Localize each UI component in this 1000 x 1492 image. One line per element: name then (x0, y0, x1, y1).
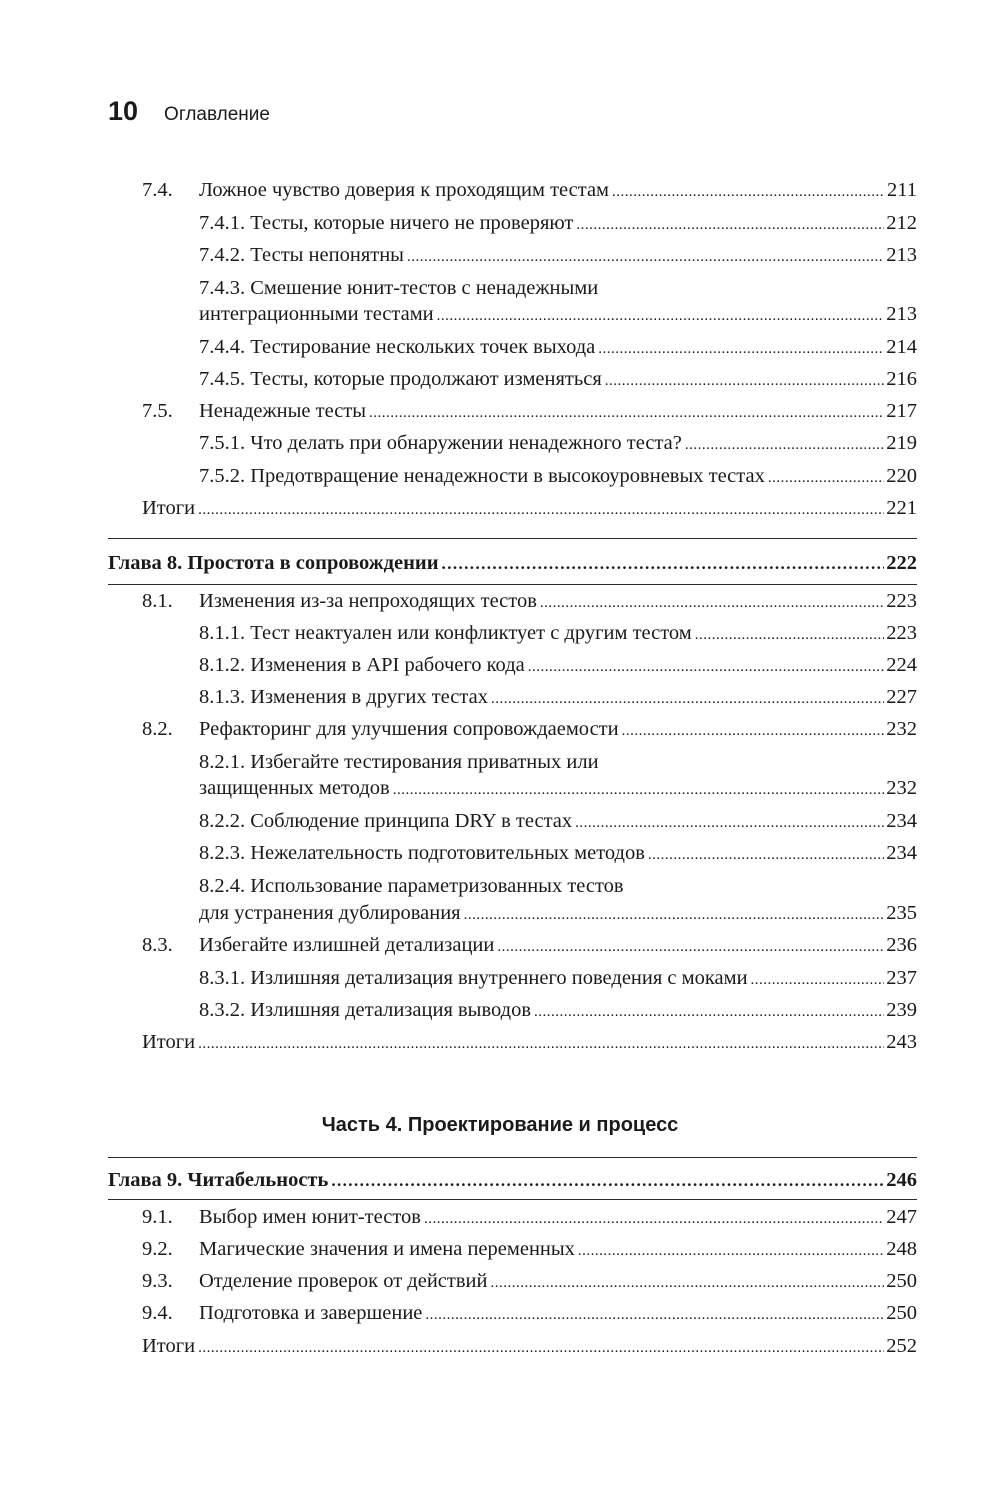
toc-entry-7-4-5[interactable] (108, 365, 917, 395)
page-ref: 217 (886, 400, 917, 422)
toc-entry-8-2-4[interactable] (108, 899, 917, 929)
toc-chapter-8[interactable] (108, 549, 917, 579)
page-header (108, 96, 270, 127)
entry-title: Изменения из-за непроходящих тестов (199, 590, 537, 612)
page-ref: 248 (886, 1238, 917, 1260)
toc-entry-7-4-2[interactable] (108, 241, 917, 271)
page-ref: 237 (886, 967, 917, 989)
page-ref: 239 (886, 999, 917, 1021)
entry-title: Отделение проверок от действий (199, 1270, 488, 1292)
section-number: 8.3. (142, 934, 173, 956)
dot-leader (198, 1334, 884, 1362)
page-ref: 234 (886, 810, 917, 832)
toc-entry-7-4-3[interactable] (108, 300, 917, 330)
toc-entry-9-4[interactable] (108, 1299, 917, 1329)
page-ref: 235 (886, 902, 917, 924)
entry-title: 8.1.2. Изменения в API рабочего кода (199, 654, 525, 676)
toc-entry-8-1-2[interactable] (108, 651, 917, 681)
chapter-title: Глава 9. Читабельность (108, 1169, 329, 1191)
entry-title: 8.1.3. Изменения в других тестах (199, 686, 488, 708)
entry-title: Итоги (142, 497, 196, 519)
toc-entry-8-2[interactable] (108, 715, 917, 745)
dot-leader (576, 211, 884, 239)
chapter-rule (108, 584, 917, 585)
toc-entry-8-2-1[interactable] (108, 774, 917, 804)
dot-leader (198, 1030, 884, 1058)
toc-entry-9-3[interactable] (108, 1267, 917, 1297)
dot-leader (528, 653, 885, 681)
page-ref: 220 (886, 465, 917, 487)
entry-title: 8.1.1. Тест неактуален или конфликтует с другим тестом (199, 622, 692, 644)
entry-title: Магические значения и имена переменных (199, 1238, 575, 1260)
chapter-rule (108, 1157, 917, 1158)
page-ref: 223 (886, 622, 917, 644)
toc-entry-8-1-3[interactable] (108, 683, 917, 713)
toc-entry-9-1[interactable] (108, 1203, 917, 1233)
dot-leader (497, 933, 884, 961)
chapter-title: Глава 8. Простота в сопровождении (108, 552, 439, 574)
page-ref: 234 (886, 842, 917, 864)
entry-title: интеграционными тестами (199, 303, 434, 325)
dot-leader (578, 1237, 884, 1265)
toc-entry-8-3[interactable] (108, 931, 917, 961)
dot-leader (605, 367, 884, 395)
page-ref: 227 (886, 686, 917, 708)
toc-entry-8-2-2[interactable] (108, 807, 917, 837)
page-ref: 222 (886, 552, 917, 574)
page-ref: 211 (887, 179, 917, 201)
toc-entry-7-4-4[interactable] (108, 333, 917, 363)
page-ref: 212 (886, 212, 917, 234)
dot-leader (442, 550, 885, 578)
entry-title-line1: 8.2.4. Использование параметризованных тестов (199, 875, 624, 897)
dot-leader (437, 302, 885, 330)
toc-entry-8-1[interactable] (108, 587, 917, 617)
entry-title: 8.2.3. Нежелательность подготовительных методов (199, 842, 645, 864)
entry-title: Итоги (142, 1031, 196, 1053)
dot-leader (598, 335, 884, 363)
toc-entry-9-2[interactable] (108, 1235, 917, 1265)
page-ref: 243 (886, 1031, 917, 1053)
toc-entry-summary-8[interactable] (108, 1028, 917, 1058)
toc-chapter-9[interactable] (108, 1166, 917, 1196)
entry-title: Выбор имен юнит-тестов (199, 1206, 421, 1228)
entry-title-line1: 8.2.1. Избегайте тестирования приватных или (199, 751, 599, 773)
entry-title: 7.4.4. Тестирование нескольких точек выхода (199, 336, 596, 358)
entry-title-line1: 7.4.3. Смешение юнит-тестов с ненадежными (199, 277, 599, 299)
entry-title: Итоги (142, 1335, 196, 1357)
toc-entry-7-5[interactable] (108, 397, 917, 427)
part-title: Часть 4. Проектирование и процесс (321, 1114, 679, 1136)
toc-entry-summary-7[interactable] (108, 494, 917, 524)
page-ref: 224 (886, 654, 917, 676)
page-ref: 216 (886, 368, 917, 390)
entry-title: Рефакторинг для улучшения сопровождаемости (199, 718, 619, 740)
dot-leader (685, 431, 884, 459)
chapter-rule (108, 538, 917, 539)
toc-entry-7-4[interactable] (108, 176, 917, 206)
page-ref: 221 (886, 497, 917, 519)
page-ref: 247 (886, 1206, 917, 1228)
toc-entry-8-2-3[interactable] (108, 839, 917, 869)
page-ref: 246 (886, 1169, 917, 1191)
section-number: 9.2. (142, 1238, 173, 1260)
page-ref: 252 (886, 1335, 917, 1357)
section-number: 9.3. (142, 1270, 173, 1292)
dot-leader (540, 589, 884, 617)
entry-title: Ложное чувство доверия к проходящим тестам (199, 179, 610, 201)
dot-leader (393, 776, 885, 804)
section-number: 7.5. (142, 400, 173, 422)
page-ref: 250 (886, 1302, 917, 1324)
dot-leader (425, 1301, 884, 1329)
page-ref: 223 (886, 590, 917, 612)
entry-title: 8.3.2. Излишняя детализация выводов (199, 999, 532, 1021)
toc-entry-7-5-2[interactable] (108, 462, 917, 492)
dot-leader (612, 178, 885, 206)
page-ref: 236 (886, 934, 917, 956)
dot-leader (622, 717, 885, 745)
page-ref: 219 (886, 432, 917, 454)
section-number: 9.1. (142, 1206, 173, 1228)
toc-entry-8-3-2[interactable] (108, 996, 917, 1026)
page-ref: 250 (886, 1270, 917, 1292)
entry-title: 7.5.1. Что делать при обнаружении ненадежного теста? (199, 432, 682, 454)
dot-leader (648, 841, 884, 869)
toc-entry-8-1-1[interactable] (108, 619, 917, 649)
section-number: 7.4. (142, 179, 173, 201)
entry-title: Ненадежные тесты (199, 400, 367, 422)
dot-leader (695, 621, 884, 649)
page-ref: 232 (886, 718, 917, 740)
entry-title: 7.4.1. Тесты, которые ничего не проверяют (199, 212, 574, 234)
dot-leader (575, 809, 884, 837)
section-number: 8.2. (142, 718, 173, 740)
dot-leader (464, 901, 885, 929)
dot-leader (331, 1167, 884, 1195)
page-ref: 213 (886, 303, 917, 325)
entry-title: 8.3.1. Излишняя детализация внутреннего поведения с моками (199, 967, 748, 989)
entry-title: 8.2.2. Соблюдение принципа DRY в тестах (199, 810, 573, 832)
dot-leader (424, 1205, 884, 1233)
page-number: 10 (108, 96, 139, 126)
page-ref: 213 (886, 244, 917, 266)
toc-entry-8-3-1[interactable] (108, 964, 917, 994)
dot-leader (768, 464, 884, 492)
section-number: 9.4. (142, 1302, 173, 1324)
toc-entry-7-4-1[interactable] (108, 209, 917, 239)
toc-entry-summary-9[interactable] (108, 1332, 917, 1362)
section-number: 8.1. (142, 590, 173, 612)
entry-title: 7.4.5. Тесты, которые продолжают изменяться (199, 368, 602, 390)
toc-entry-7-5-1[interactable] (108, 429, 917, 459)
dot-leader (369, 399, 884, 427)
dot-leader (491, 685, 884, 713)
page-ref: 232 (886, 777, 917, 799)
entry-title: Подготовка и завершение (199, 1302, 423, 1324)
entry-title: Избегайте излишней детализации (199, 934, 495, 956)
entry-title: для устранения дублирования (199, 902, 461, 924)
running-title: Оглавление (164, 104, 270, 125)
chapter-rule (108, 1199, 917, 1200)
page-ref: 214 (886, 336, 917, 358)
dot-leader (198, 496, 884, 524)
entry-title: 7.5.2. Предотвращение ненадежности в высокоуровневых тестах (199, 465, 765, 487)
entry-title: 7.4.2. Тесты непонятны (199, 244, 404, 266)
dot-leader (534, 998, 884, 1026)
dot-leader (751, 966, 885, 994)
dot-leader (407, 243, 884, 271)
dot-leader (490, 1269, 884, 1297)
entry-title: защищенных методов (199, 777, 390, 799)
